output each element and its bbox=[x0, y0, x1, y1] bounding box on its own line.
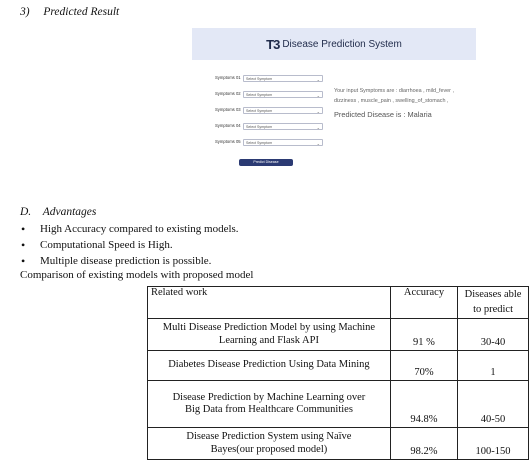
symptom-label: Symptoms 05 bbox=[215, 139, 241, 144]
section-title: Advantages bbox=[42, 206, 97, 218]
table-cell: Disease Prediction System using Naïve Bayes(our proposed model) bbox=[148, 428, 391, 460]
section-letter: D. bbox=[20, 206, 32, 218]
table-cell: Disease Prediction by Machine Learning over Big Data from Healthcare Communities bbox=[148, 381, 391, 428]
section-number: 3) bbox=[20, 6, 30, 18]
list-item: • High Accuracy compared to existing models. bbox=[20, 221, 239, 237]
symptom-label: Symptoms 03 bbox=[215, 107, 241, 112]
comparison-table bbox=[147, 286, 529, 460]
app-title: Disease Prediction System bbox=[282, 38, 402, 50]
section-heading-advantages bbox=[20, 206, 96, 218]
table-header-row bbox=[148, 287, 529, 319]
column-header: Related work bbox=[148, 287, 391, 319]
symptom-select-value: Select Symptom bbox=[246, 141, 273, 145]
advantages-list bbox=[20, 221, 239, 269]
symptom-select-value: Select Symptom bbox=[246, 77, 273, 81]
predicted-disease-text: Predicted Disease is : Malaria bbox=[334, 110, 432, 119]
table-cell: 40-50 bbox=[458, 381, 529, 428]
symptom-select[interactable] bbox=[243, 91, 323, 98]
symptom-select[interactable] bbox=[243, 123, 323, 130]
table-cell: 30-40 bbox=[458, 319, 529, 351]
table-row bbox=[148, 381, 529, 428]
column-header: Accuracy bbox=[390, 287, 457, 319]
symptom-select[interactable] bbox=[243, 75, 323, 82]
app-header bbox=[192, 28, 476, 60]
table-cell: Multi Disease Prediction Model by using Machine Learning and Flask API bbox=[148, 319, 391, 351]
app-screenshot bbox=[192, 28, 476, 178]
symptom-select-value: Select Symptom bbox=[246, 125, 273, 129]
symptom-select[interactable] bbox=[243, 139, 323, 146]
chevron-down-icon: ⌄ bbox=[316, 93, 320, 98]
table-cell: 91 % bbox=[390, 319, 457, 351]
chevron-down-icon: ⌄ bbox=[316, 109, 320, 114]
symptom-label: Symptoms 01 bbox=[215, 75, 241, 80]
table-cell: Diabetes Disease Prediction Using Data Mining bbox=[148, 351, 391, 381]
table-row bbox=[148, 319, 529, 351]
comparison-caption: Comparison of existing models with proposed model bbox=[20, 269, 254, 281]
table-row bbox=[148, 428, 529, 460]
table-row bbox=[148, 351, 529, 381]
table-cell: 98.2% bbox=[390, 428, 457, 460]
app-logo: T3 bbox=[266, 36, 280, 52]
symptom-label: Symptoms 02 bbox=[215, 91, 241, 96]
symptom-select[interactable] bbox=[243, 107, 323, 114]
table-cell: 100-150 bbox=[458, 428, 529, 460]
symptom-select-value: Select Symptom bbox=[246, 93, 273, 97]
symptom-label: Symptoms 04 bbox=[215, 123, 241, 128]
section-heading-predicted-result bbox=[20, 6, 119, 18]
predict-disease-button[interactable]: Predict Disease bbox=[239, 159, 293, 166]
table-cell: 70% bbox=[390, 351, 457, 381]
input-symptoms-text: Your input Symptoms are : diarrhoea , mild_fever , dizziness , muscle_pain , swelling_of_stomach , bbox=[334, 88, 454, 104]
list-item: • Multiple disease prediction is possible. bbox=[20, 253, 239, 269]
table-cell: 94.8% bbox=[390, 381, 457, 428]
section-title: Predicted Result bbox=[43, 6, 120, 18]
chevron-down-icon: ⌄ bbox=[316, 141, 320, 146]
chevron-down-icon: ⌄ bbox=[316, 77, 320, 82]
symptom-select-value: Select Symptom bbox=[246, 109, 273, 113]
list-item: • Computational Speed is High. bbox=[20, 237, 239, 253]
chevron-down-icon: ⌄ bbox=[316, 125, 320, 130]
table-cell: 1 bbox=[458, 351, 529, 381]
column-header: Diseases able to predict bbox=[458, 287, 529, 319]
